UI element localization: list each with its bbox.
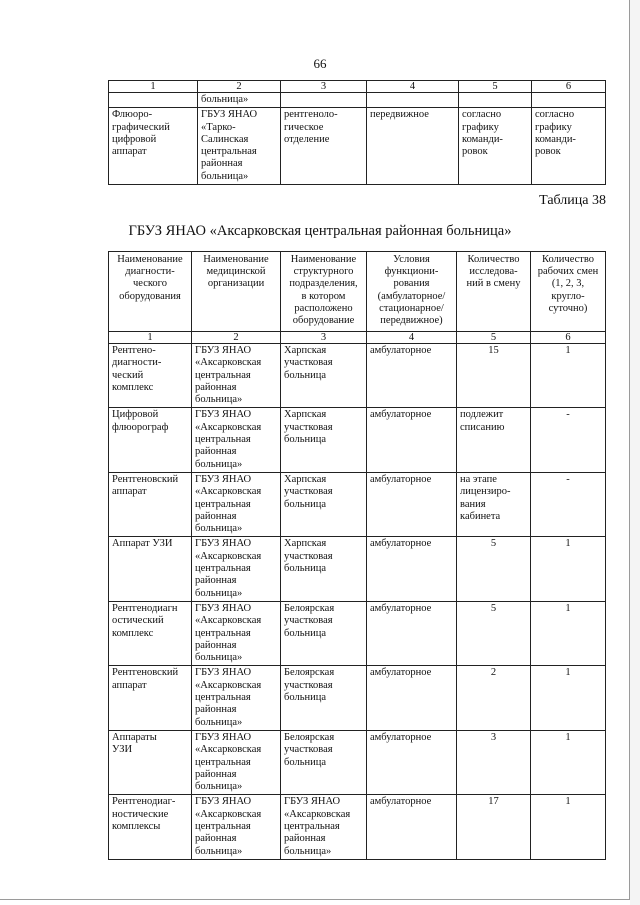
column-number: 1: [109, 81, 198, 93]
conditions-cell: амбулаторное: [367, 601, 457, 665]
studies-cell: 17: [457, 795, 531, 859]
continuation-cell: [367, 93, 459, 108]
table-row: [109, 108, 606, 185]
organization-cell: ГБУЗ ЯНАО «Аксарковская центральная районная больница»: [192, 344, 281, 408]
column-number: 3: [281, 332, 367, 344]
equipment-cell: Аппараты УЗИ: [109, 730, 192, 794]
equipment-cell: Рентгеновский аппарат: [109, 472, 192, 536]
shifts-cell: 1: [531, 666, 606, 730]
organization-cell: ГБУЗ ЯНАО «Аксарковская центральная районная больница»: [192, 537, 281, 601]
header-cell: Наименование диагности- ческого оборудования: [109, 252, 192, 332]
table-row: [109, 344, 606, 408]
header-cell: Количество исследова- ний в смену: [457, 252, 531, 332]
equipment-table: [108, 251, 606, 860]
continuation-cell: [109, 93, 198, 108]
division-cell: Харпская участковая больница: [281, 344, 367, 408]
studies-cell: согласно графику команди- ровок: [459, 108, 532, 185]
studies-cell: 5: [457, 601, 531, 665]
equipment-cell: Цифровой флюорограф: [109, 408, 192, 472]
column-number-row: [109, 332, 606, 344]
shifts-cell: 1: [531, 537, 606, 601]
header-cell: Наименование медицинской организации: [192, 252, 281, 332]
division-cell: Харпская участковая больница: [281, 537, 367, 601]
column-number: 5: [459, 81, 532, 93]
table-row: [109, 601, 606, 665]
conditions-cell: амбулаторное: [367, 795, 457, 859]
equipment-cell: Рентгено- диагности- ческий комплекс: [109, 344, 192, 408]
division-cell: Харпская участковая больница: [281, 408, 367, 472]
shifts-cell: -: [531, 408, 606, 472]
column-number: 2: [198, 81, 281, 93]
table-row: [109, 666, 606, 730]
division-cell: Харпская участковая больница: [281, 472, 367, 536]
shifts-cell: 1: [531, 344, 606, 408]
table-row: [109, 408, 606, 472]
equipment-cell: Флюоро- графический цифровой аппарат: [109, 108, 198, 185]
column-number-row: [109, 81, 606, 93]
table-row: [109, 537, 606, 601]
conditions-cell: амбулаторное: [367, 344, 457, 408]
conditions-cell: амбулаторное: [367, 730, 457, 794]
continued-table: [108, 80, 606, 185]
division-cell: Белоярская участковая больница: [281, 601, 367, 665]
conditions-cell: передвижное: [367, 108, 459, 185]
table-row: [109, 472, 606, 536]
division-cell: Белоярская участковая больница: [281, 730, 367, 794]
header-cell: Наименование структурного подразделения, в котором расположено оборудование: [281, 252, 367, 332]
shifts-cell: согласно графику команди- ровок: [532, 108, 606, 185]
continuation-cell: [281, 93, 367, 108]
equipment-cell: Аппарат УЗИ: [109, 537, 192, 601]
division-cell: рентгеноло- гическое отделение: [281, 108, 367, 185]
table-caption: Таблица 38: [539, 193, 606, 208]
page-edge-shadow: [630, 0, 640, 905]
column-number: 6: [532, 81, 606, 93]
conditions-cell: амбулаторное: [367, 666, 457, 730]
header-cell: Условия функциони- рования (амбулаторное/ стационарное/ передвижное): [367, 252, 457, 332]
column-number: 6: [531, 332, 606, 344]
equipment-cell: Рентгенодиагн остический комплекс: [109, 601, 192, 665]
equipment-cell: Рентгенодиаг- ностические комплексы: [109, 795, 192, 859]
column-number: 1: [109, 332, 192, 344]
header-cell: Количество рабочих смен (1, 2, 3, кругло- суточно): [531, 252, 606, 332]
organization-cell: ГБУЗ ЯНАО «Аксарковская центральная районная больница»: [192, 666, 281, 730]
conditions-cell: амбулаторное: [367, 408, 457, 472]
organization-cell: ГБУЗ ЯНАО «Аксарковская центральная районная больница»: [192, 472, 281, 536]
continuation-cell: [459, 93, 532, 108]
studies-cell: 15: [457, 344, 531, 408]
column-number: 2: [192, 332, 281, 344]
organization-cell: ГБУЗ ЯНАО «Аксарковская центральная районная больница»: [192, 601, 281, 665]
continuation-cell: [532, 93, 606, 108]
division-cell: Белоярская участковая больница: [281, 666, 367, 730]
shifts-cell: -: [531, 472, 606, 536]
division-cell: ГБУЗ ЯНАО «Аксарковская центральная районная больница»: [281, 795, 367, 859]
table-title: ГБУЗ ЯНАО «Аксарковская центральная районная больница»: [128, 223, 512, 239]
conditions-cell: амбулаторное: [367, 472, 457, 536]
studies-cell: 3: [457, 730, 531, 794]
organization-cell: ГБУЗ ЯНАО «Аксарковская центральная районная больница»: [192, 408, 281, 472]
studies-cell: 5: [457, 537, 531, 601]
continuation-row: [109, 93, 606, 108]
shifts-cell: 1: [531, 730, 606, 794]
studies-cell: на этапе лицензиро- вания кабинета: [457, 472, 531, 536]
organization-cell: ГБУЗ ЯНАО «Аксарковская центральная районная больница»: [192, 730, 281, 794]
shifts-cell: 1: [531, 795, 606, 859]
organization-cell: ГБУЗ ЯНАО «Аксарковская центральная районная больница»: [192, 795, 281, 859]
table-row: [109, 795, 606, 859]
header-row: [109, 252, 606, 332]
column-number: 4: [367, 332, 457, 344]
equipment-cell: Рентгеновский аппарат: [109, 666, 192, 730]
studies-cell: подлежит списанию: [457, 408, 531, 472]
conditions-cell: амбулаторное: [367, 537, 457, 601]
shifts-cell: 1: [531, 601, 606, 665]
studies-cell: 2: [457, 666, 531, 730]
column-number: 4: [367, 81, 459, 93]
organization-cell: ГБУЗ ЯНАО «Тарко- Салинская центральная районная больница»: [198, 108, 281, 185]
page-number: 66: [313, 56, 327, 71]
column-number: 5: [457, 332, 531, 344]
column-number: 3: [281, 81, 367, 93]
continuation-cell: больница»: [198, 93, 281, 108]
table-row: [109, 730, 606, 794]
